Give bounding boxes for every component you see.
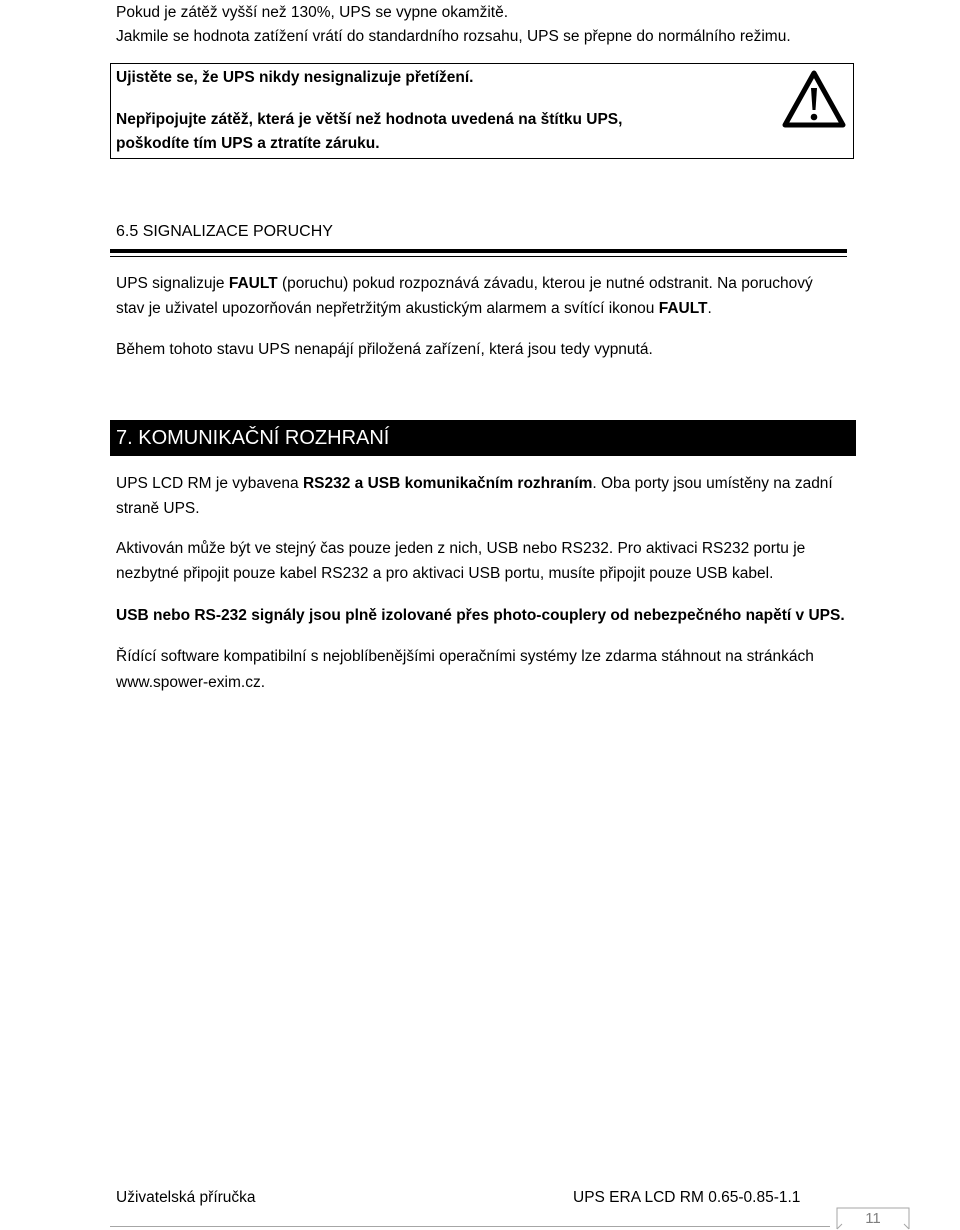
section-rule-thin — [110, 256, 847, 257]
interface-paragraph-line2: straně UPS. — [116, 500, 200, 517]
overload-shutdown-text: Pokud je zátěž vyšší než 130%, UPS se vypne okamžitě. — [116, 4, 508, 21]
software-paragraph-line1: Řídící software kompatibilní s nejoblíbenějšími operačními systémy lze zdarma stáhnout na stránkách — [116, 648, 814, 665]
activation-paragraph-line1: Aktivován může být ve stejný čas pouze jeden z nich, USB nebo RS232. Pro aktivaci RS232 portu je — [116, 540, 806, 557]
activation-paragraph-line2: nezbytné připojit pouze kabel RS232 a pro aktivaci USB portu, musíte připojit pouze USB kabel. — [116, 565, 774, 582]
warning-text-line2: Nepřipojujte zátěž, která je větší než hodnota uvedená na štítku UPS, — [116, 111, 623, 128]
page-number: 11 — [865, 1210, 881, 1227]
warning-triangle-icon — [782, 70, 846, 128]
isolation-paragraph: USB nebo RS-232 signály jsou plně izolované přes photo-couplery od nebezpečného napětí v UPS. — [116, 607, 845, 624]
software-url-link[interactable]: www.spower-exim.cz. — [116, 674, 265, 691]
footer-product-model: UPS ERA LCD RM 0.65-0.85-1.1 — [573, 1189, 801, 1206]
warning-text-line1: Ujistěte se, že UPS nikdy nesignalizuje přetížení. — [116, 69, 474, 86]
footer-manual-title: Uživatelská příručka — [116, 1189, 256, 1206]
fault-paragraph-line1: UPS signalizuje FAULT (poruchu) pokud rozpoznává závadu, kterou je nutné odstranit. Na poruchový — [116, 275, 813, 292]
normal-mode-return-text: Jakmile se hodnota zatížení vrátí do standardního rozsahu, UPS se přepne do normálního režimu. — [116, 28, 791, 45]
fault-paragraph-line2: stav je uživatel upozorňován nepřetržitým akustickým alarmem a svítící ikonou FAULT. — [116, 300, 712, 317]
footer-rule — [110, 1226, 830, 1227]
fault-paragraph-line3: Během tohoto stavu UPS nenapájí přiložená zařízení, která jsou tedy vypnutá. — [116, 341, 653, 358]
warning-text-line3: poškodíte tím UPS a ztratíte záruku. — [116, 135, 380, 152]
section-heading-7: 7. KOMUNIKAČNÍ ROZHRANÍ — [116, 427, 390, 449]
section-heading-6-5: 6.5 SIGNALIZACE PORUCHY — [116, 223, 333, 240]
interface-paragraph-line1: UPS LCD RM je vybavena RS232 a USB komunikačním rozhraním. Oba porty jsou umístěny na zadní — [116, 475, 833, 492]
section-rule — [110, 249, 847, 253]
